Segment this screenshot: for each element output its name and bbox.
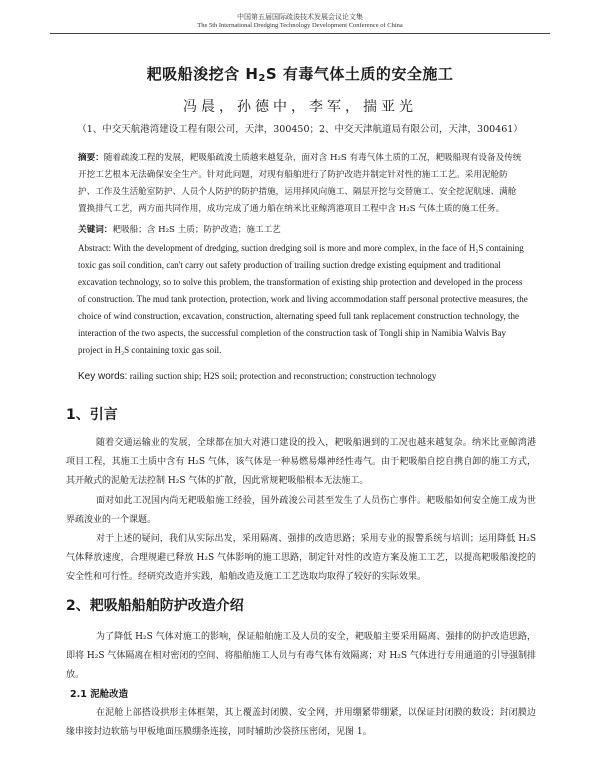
- section-1-para-3-text: 对于上述的疑问，我们从实际出发，采用隔离、强排的改造思路；采用专业的报警系统与培训；运用降低 H₂S 气体释放速度，合理规避已释放 H₂S 气体影响的施工思路，制定针对性的改造方案及施工工艺，以提高耙吸船浚挖的安全性和可行性。经研究改造并实践，船舶改造及施工工艺选取均取得了较好的实际效果。: [66, 534, 536, 582]
- title-sub: 2: [258, 73, 266, 84]
- abstract-en-text: With the development of dredging, suction dredging soil is more and more complex, in the face of H₂S containing toxic gas soil condition, can't carry out safety production of trailing suction dredge existing equipment and traditional excavation technology, so to solve this problem, the transformation of existing ship protection and developed in the process of construction. The mud tank protection, protection, work and living accommodation staff personal protective measures, the choice of wind construction, excavation, construction, alternating speed full tank replacement construction technology, the interaction of the two aspects, the successful completion of the construction task of Tongli ship in Namibia Walvis Bay project in H₂S containing toxic gas soil.: [78, 243, 528, 355]
- keywords-cn: [78, 222, 524, 239]
- section-2-para-2: [66, 704, 536, 742]
- section-1-para-2: [66, 492, 536, 530]
- paper-title: [0, 63, 600, 84]
- header-rule: [50, 33, 550, 34]
- section-1-para-3: [66, 530, 536, 587]
- abstract-cn: [78, 150, 524, 218]
- keywords-en-label: Key words:: [78, 371, 128, 382]
- keywords-cn-label: 关键词：: [78, 225, 113, 235]
- keywords-en: [78, 368, 528, 385]
- author-list: 冯晨，孙德中，李军，揣亚光: [183, 99, 417, 115]
- running-header-en: The 5th International Dredging Technology Development Conference of China: [197, 22, 403, 29]
- abstract-en: [78, 240, 528, 359]
- abstract-cn-label: 摘要：: [78, 153, 104, 163]
- title-post: S 有毒气体土质的安全施工: [265, 65, 454, 83]
- subsection-2-1-heading: 2.1 泥舱改造: [70, 689, 129, 700]
- affiliation: （1、中交天航港湾建设工程有限公司，天津，300450；2、中交天津航道局有限公司，天津，300461）: [77, 124, 523, 135]
- section-1-para-1: [66, 434, 536, 491]
- section-2-para-1: [66, 628, 536, 685]
- section-2-heading: 2、耙吸船船舶防护改造介绍: [66, 598, 244, 614]
- section-1-para-1-text: 随着交通运输业的发展，全球都在加大对港口建设的投入，耙吸船遇到的工况也越来越复杂。纳米比亚鲸湾港项目工程，其施工土质中含有 H₂S 气体，该气体是一种易燃易爆神经性毒气。由于耙吸船自挖自携自卸的施工方式，其开敞式的泥舱无法控制 H₂S 气体的扩散，因此常规耙吸船根本无法施工。: [66, 438, 536, 486]
- keywords-en-text: railing suction ship; H2S soil; protection and reconstruction; construction technology: [129, 371, 437, 381]
- title-pre: 耙吸船浚挖含 H: [146, 65, 259, 83]
- keywords-cn-text: 耙吸船；含 H₂S 土质；防护改造；施工工艺: [112, 225, 281, 235]
- running-header-cn: 中国第五届国际疏浚技术发展会议论文集: [237, 13, 363, 21]
- section-1-para-2-text: 面对如此工况国内尚无耙吸船施工经验，国外疏浚公司甚至发生了人员伤亡事件。耙吸船如何安全施工成为世界疏浚业的一个课题。: [66, 496, 536, 525]
- section-1-heading: 1、引言: [66, 407, 118, 423]
- section-2-para-1-text: 为了降低 H₂S 气体对施工的影响，保证船舶施工及人员的安全，耙吸船主要采用隔离、强排的防护改造思路，即将 H₂S 气体隔离在相对密闭的空间、将船舶施工人员与有毒气体有效隔离；对 H₂S 气体进行专用通道的引导强制排放。: [66, 632, 536, 680]
- section-2-para-2-text: 在泥舱上部搭设拱形主体框架，其上覆盖封闭膜、安全网，并用绷紧带绷紧，以保证封闭膜的数设；封闭膜边缘串接封边软筋与甲板地面压膜绷条连接，同时辅助沙袋挤压密闭，见图 1。: [66, 708, 536, 737]
- abstract-cn-text: 随着疏浚工程的发展，耙吸船疏浚土质越来越复杂，面对含 H₂S 有毒气体土质的工况，耙吸船现有设备及传统开挖工艺根本无法确保安全生产。针对此问题，对现有船舶进行了防护改造并制定针对性的施工工艺。采用泥舱防护、工作及生活舱室防护、人员个人防护的防护措施，运用择风向施工、隔层开挖与交替施工、安全挖泥航速、满舱置换排气工艺，两方面共同作用，成功完成了通力船在纳米比亚鲸湾港项目工程中含 H₂S 气体土质的施工任务。: [78, 153, 522, 214]
- abstract-en-label: Abstract:: [78, 243, 111, 253]
